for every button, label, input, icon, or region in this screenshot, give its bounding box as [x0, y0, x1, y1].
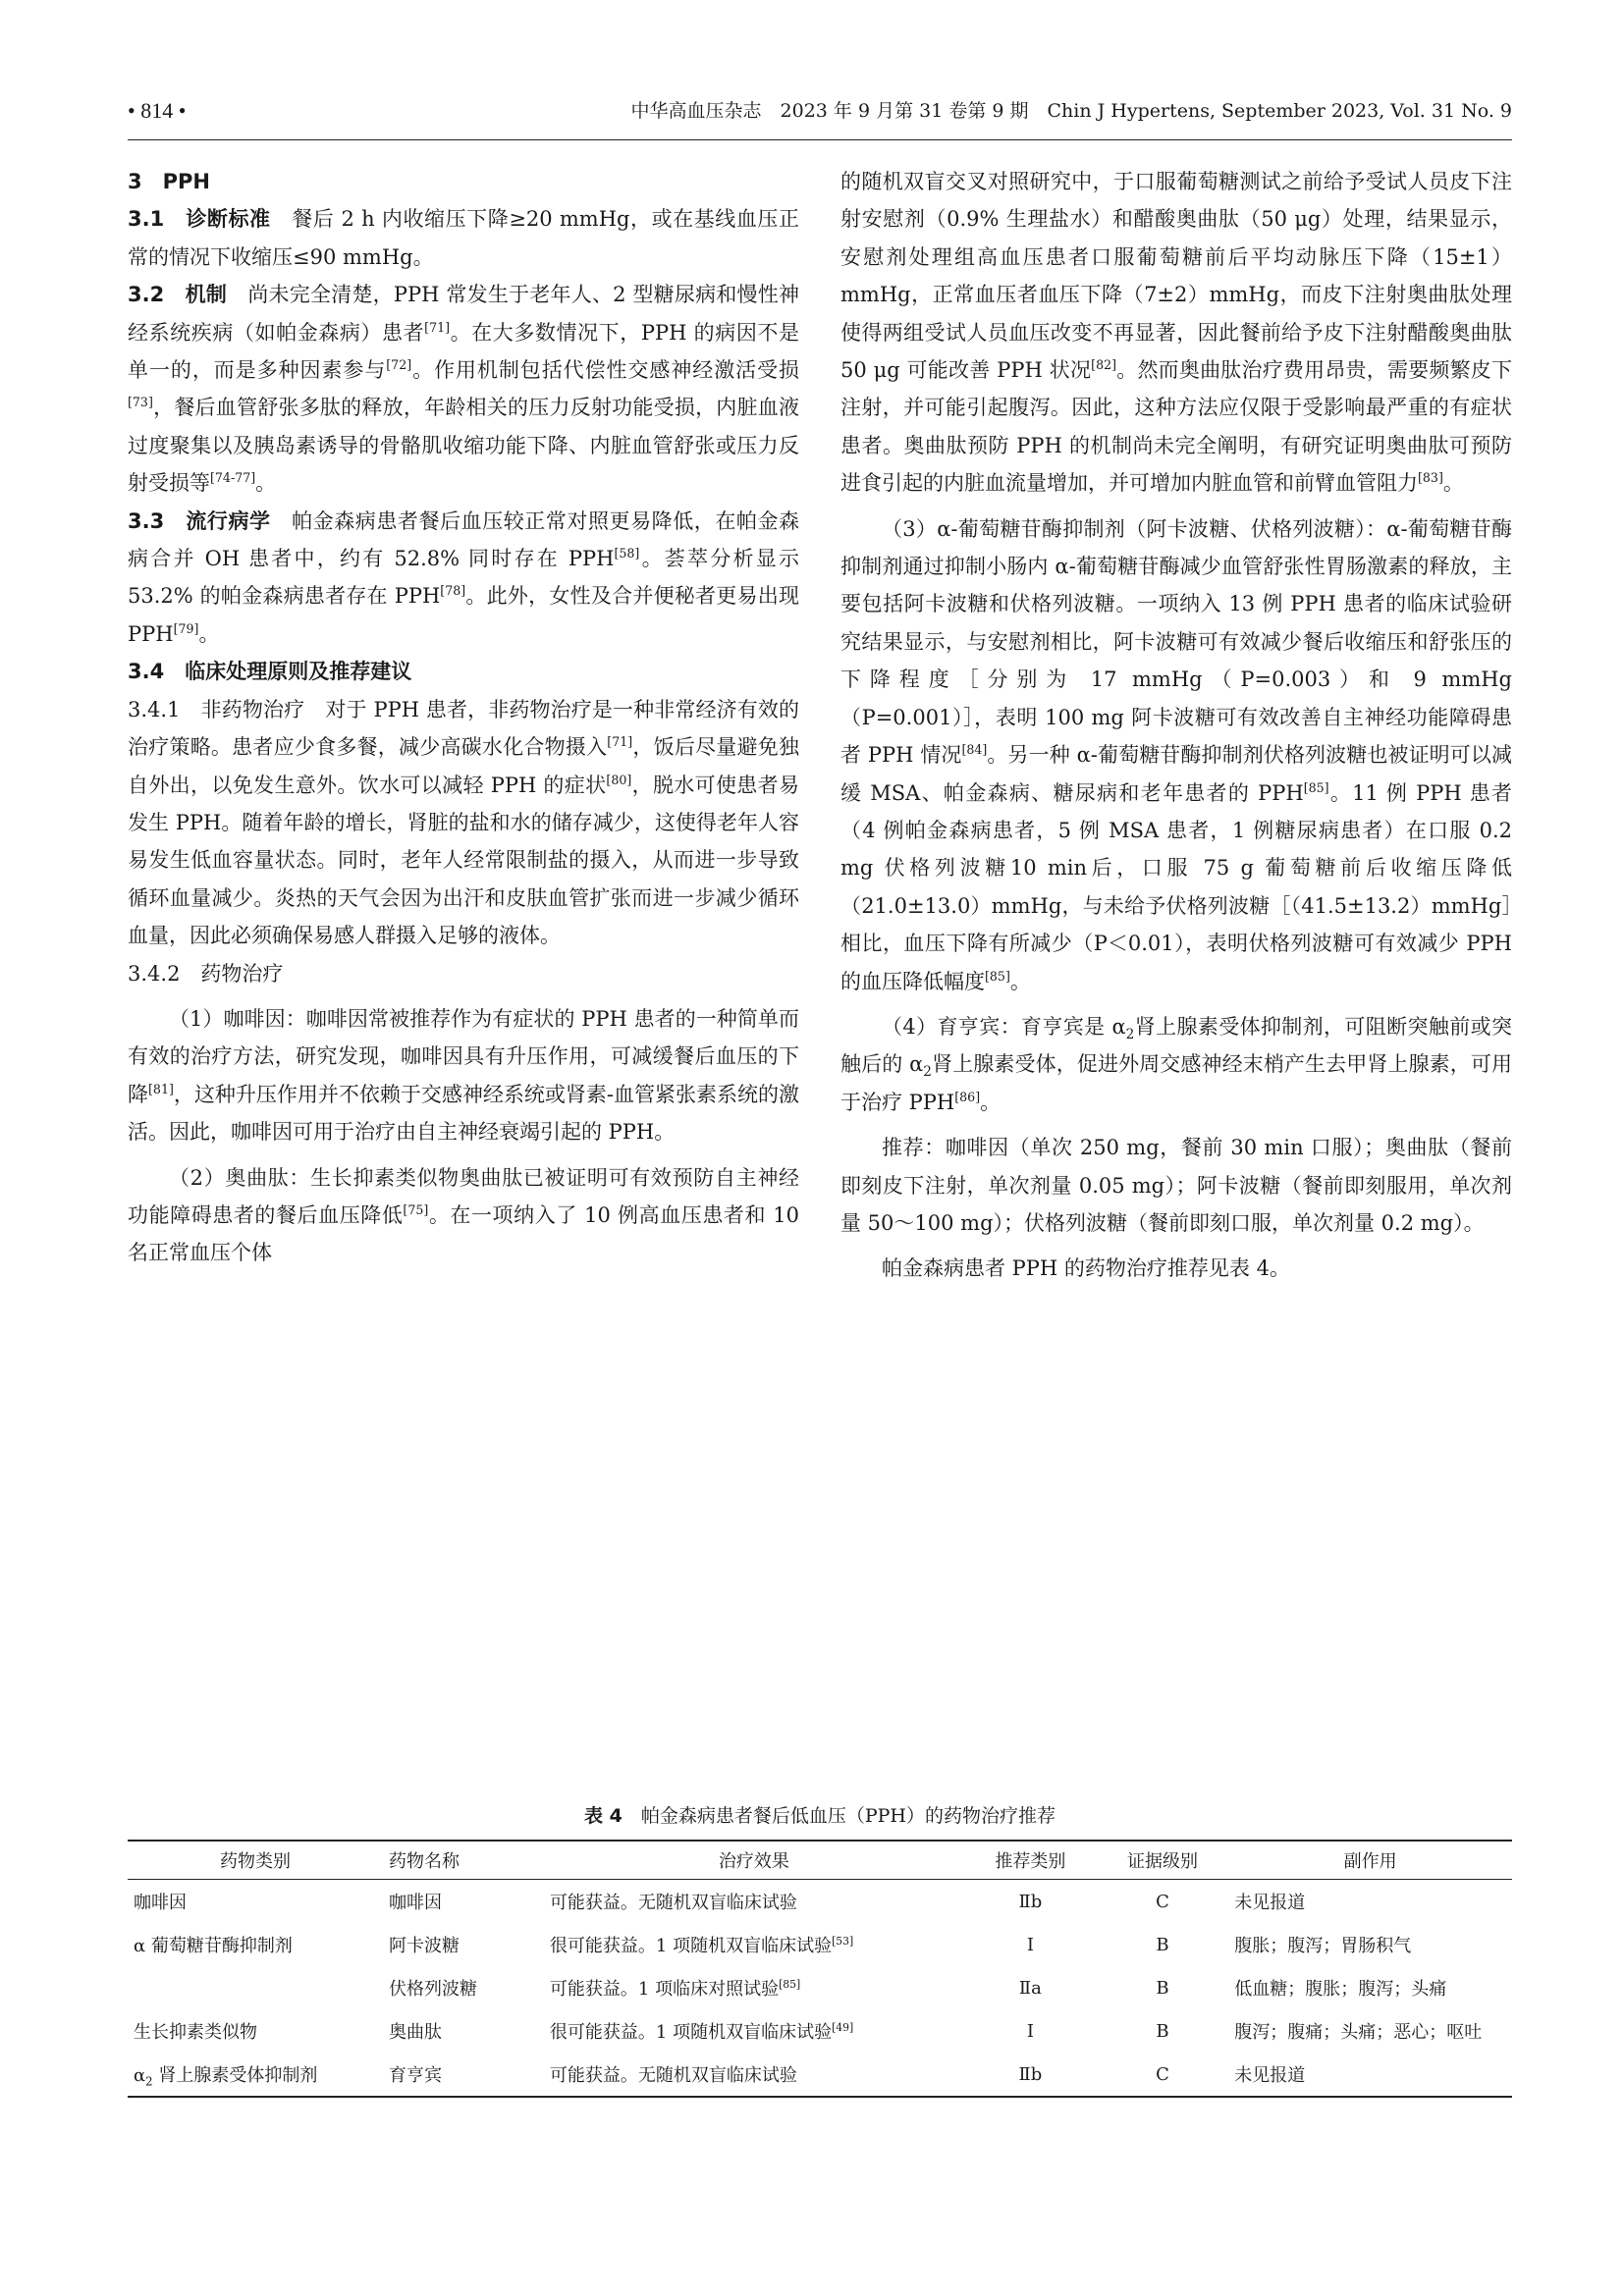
running-header [128, 94, 1512, 128]
table-row [128, 1966, 1512, 2009]
cell-drug: 育亨宾 [383, 2053, 544, 2097]
section-3-1: 3.1 诊断标准 餐后 2 h 内收缩压下降≥20 mmHg，或在基线血压正常的情况下收缩压≤90 mmHg。 [128, 207, 799, 269]
cell-side-effects: 腹泻；腹痛；头痛；恶心；呕吐 [1234, 2022, 1483, 2043]
cell-recommendation: Ⅱb [1018, 1891, 1043, 1912]
citation: [86] [954, 1089, 981, 1104]
cell-side-effects: 未见报道 [1234, 1893, 1306, 1913]
cell-category: 生长抑素类似物 [134, 2022, 257, 2043]
citation: [71] [424, 319, 451, 335]
page-number: • 814 • [128, 98, 187, 123]
section-3-4-1-title: 3.4.1 非药物治疗 [128, 697, 305, 721]
table-label: 表 4 [584, 1805, 623, 1827]
table-row [128, 1880, 1512, 1924]
cell-drug: 伏格列波糖 [389, 1979, 478, 2000]
cell-side-effects: 未见报道 [1228, 2053, 1512, 2097]
octreotide-continued: 的随机双盲交叉对照研究中，于口服葡萄糖测试之前给予受试人员皮下注射安慰剂（0.9% 生理盐水）和醋酸奥曲肽（50 μg）处理，结果显示，安慰剂处理组高血压患者口服葡萄糖前后平均动脉压下降（15±1）mmHg，正常血压者血压下降（7±2）mmHg，而皮下注射奥曲肽处理使得两组受试人员血压改变不再显著，因此餐前给予皮下注射醋酸奥曲肽 50 μg 可能改善 PPH 状况[82]。然而奥曲肽治疗费用昂贵，需要频繁皮下注射，并可能引起腹泻。因此，这种方法应仅限于受影响最严重的有症状患者。奥曲肽预防 PPH 的机制尚未完全阐明，有研究证明奥曲肽可预防进食引起的内脏血流量增加，并可增加内脏血管和前臂血管阻力[83]。 [840, 170, 1512, 496]
citation: [83] [1418, 470, 1443, 486]
table-row [128, 2053, 1512, 2097]
citation: [82] [1091, 357, 1117, 373]
table-reference-paragraph: 帕金森病患者 PPH 的药物治疗推荐见表 4。 [882, 1256, 1290, 1281]
cell-recommendation: Ⅰ [1026, 2020, 1034, 2042]
journal-info: 中华高血压杂志 2023 年 9 月第 31 卷第 9 期 Chin J Hypertens, September 2023, Vol. 31 No. 9 [630, 100, 1512, 122]
section-3-4-1: 3.4.1 非药物治疗 对于 PPH 患者，非药物治疗是一种非常经济有效的治疗策略。患者应少食多餐，减少高碳水化合物摄入[71]，饭后尽量避免独自外出，以免发生意外。饮水可以减轻 PPH 的症状[80]，脱水可使患者易发生 PPH。随着年龄的增长，肾脏的盐和水的储存减少，这使得老年人容易发生低血容量状态。同时，老年人经常限制盐的摄入，从而进一步导致循环血量减少。炎热的天气会因为出汗和皮肤血管扩张而进一步减少循环血量，因此必须确保易感人群摄入足够的液体。 [128, 697, 799, 948]
citation: [81] [148, 1081, 174, 1096]
cell-drug: 咖啡因 [389, 1893, 443, 1913]
cell-side-effects: 腹胀；腹泻；胃肠积气 [1234, 1936, 1412, 1956]
section-3-4-title: 3.4 临床处理原则及推荐建议 [128, 660, 412, 684]
citation: [80] [606, 772, 632, 787]
header-evidence: 证据级别 [1097, 1841, 1228, 1880]
octreotide-paragraph: （2）奥曲肽：生长抑素类似物奥曲肽已被证明可有效预防自主神经功能障碍患者的餐后血压降低[75]。在一项纳入了 10 例高血压患者和 10 名正常血压个体 [128, 1165, 800, 1265]
cell-recommendation: Ⅱa [1018, 1977, 1042, 1999]
table-row [128, 1923, 1512, 1966]
header-side-effects: 副作用 [1228, 1841, 1512, 1880]
cell-evidence: B [1156, 2020, 1169, 2042]
section-3-2: 3.2 机制 尚未完全清楚，PPH 常发生于老年人、2 型糖尿病和慢性神经系统疾病（如帕金森病）患者[71]。在大多数情况下，PPH 的病因不是单一的，而是多种因素参与[72]。作用机制包括代偿性交感神经激活受损[73]，餐后血管舒张多肽的释放，年龄相关的压力反射功能受损，内脏血液过度聚集以及胰岛素诱导的骨骼肌收缩功能下降、内脏血管舒张或压力反射受损等[74-77]。 [128, 283, 800, 496]
cell-effect: 很可能获益。1 项随机双盲临床试验[53] [549, 1935, 854, 1956]
header-effect: 治疗效果 [544, 1841, 964, 1880]
citation: [84] [961, 742, 988, 758]
drug-recommendation-table [128, 1840, 1512, 2098]
left-column [128, 163, 799, 1272]
cell-category: 咖啡因 [134, 1893, 187, 1913]
citation: [74-77] [210, 470, 256, 486]
header-rule [128, 139, 1512, 140]
table-header-row [128, 1841, 1512, 1880]
cell-recommendation: Ⅰ [1026, 1934, 1034, 1955]
cell-evidence: B [1156, 1934, 1169, 1955]
citation: [79] [173, 620, 199, 636]
recommendation-paragraph: 推荐：咖啡因（单次 250 mg，餐前 30 min 口服）；奥曲肽（餐前即刻皮下注射，单次剂量 0.05 mg）；阿卡波糖（餐前即刻服用，单次剂量 50～100 mg）；伏格列波糖（餐前即刻口服，单次剂量 0.2 mg）。 [840, 1136, 1512, 1235]
cell-category [128, 1966, 383, 2009]
citation: [85] [1303, 779, 1329, 795]
cell-effect: 可能获益。无随机双盲临床试验 [544, 2053, 964, 2097]
citation: [71] [607, 734, 633, 750]
citation: [85] [985, 968, 1010, 984]
cell-category: α 葡萄糖苷酶抑制剂 [134, 1936, 293, 1956]
section-heading: 3 PPH [128, 170, 210, 193]
citation: [78] [440, 583, 466, 599]
table-4 [128, 1840, 1512, 2098]
cell-recommendation: Ⅱb [964, 2053, 1097, 2097]
cell-evidence: C [1156, 1891, 1169, 1912]
header-category: 药物类别 [128, 1841, 383, 1880]
citation: [75] [403, 1201, 429, 1217]
header-drug: 药物名称 [383, 1841, 544, 1880]
section-3-4-2-title: 3.4.2 药物治疗 [128, 961, 284, 986]
table-caption: 表 4 帕金森病患者餐后低血压（PPH）的药物治疗推荐 [584, 1805, 1056, 1827]
cell-effect: 可能获益。1 项临床对照试验[85] [549, 1978, 801, 2000]
yohimbine-paragraph: （4）育亨宾：育亨宾是 $\alpha_2$肾上腺素受体抑制剂，可阻断突触前或突触后的 $\alpha_2$肾上腺素受体，促进外周交感神经末梢产生去甲肾上腺素，可用于治疗 PPH[86]。 [840, 1014, 1513, 1114]
section-3-3: 3.3 流行病学 帕金森病患者餐后血压较正常对照更易降低，在帕金森病合并 OH 患者中，约有 52.8% 同时存在 PPH[58]。荟萃分析显示 53.2% 的帕金森病患者存在 PPH[78]。此外，女性及合并便秘者更易出现 PPH[79]。 [128, 508, 800, 646]
caffeine-paragraph: （1）咖啡因：咖啡因常被推荐作为有症状的 PPH 患者的一种简单而有效的治疗方法，研究发现，咖啡因具有升压作用，可减缓餐后血压的下降[81]，这种升压作用并不依赖于交感神经系统或肾素-血管紧张素系统的激活。因此，咖啡因可用于治疗由自主神经衰竭引起的 PPH。 [128, 1006, 800, 1145]
citation: [72] [386, 357, 412, 373]
alpha-glucosidase-paragraph: （3）α-葡萄糖苷酶抑制剂（阿卡波糖、伏格列波糖）：α-葡萄糖苷酶抑制剂通过抑制小肠内 α-葡萄糖苷酶减少血管舒张性胃肠激素的释放，主要包括阿卡波糖和伏格列波糖。一项纳入 13 例 PPH 患者的临床试验研究结果显示，与安慰剂相比，阿卡波糖可有效减少餐后收缩压和舒张压的下降程度［分别为 17 mmHg（P=0.003）和 9 mmHg（P=0.001）］，表明 100 mg 阿卡波糖可有效改善自主神经功能障碍患者 PPH 情况[84]。另一种 α-葡萄糖苷酶抑制剂伏格列波糖也被证明可以减缓 MSA、帕金森病、糖尿病和老年患者的 PPH[85]。11 例 PPH 患者（4 例帕金森病患者，5 例 MSA 患者，1 例糖尿病患者）在口服 0.2 mg 伏格列波糖10 min后，口服 75 g 葡萄糖前后收缩压降低（21.0±13.0）mmHg，与未给予伏格列波糖［（41.5±13.2）mmHg］相比，血压下降有所减少（P＜0.01），表明伏格列波糖可有效减少 PPH 的血压降低幅度[85]。 [840, 516, 1512, 993]
cell-category: $\alpha_2$ 肾上腺素受体抑制剂 [128, 2053, 383, 2097]
citation: [73] [128, 395, 153, 410]
section-3-2-title: 3.2 机制 [128, 283, 228, 307]
cell-side-effects: 低血糖；腹胀；腹泻；头痛 [1234, 1979, 1447, 2000]
cell-evidence: B [1156, 1977, 1169, 1999]
cell-evidence: C [1097, 2053, 1228, 2097]
cell-drug: 奥曲肽 [389, 2022, 443, 2043]
table-row [128, 2009, 1512, 2053]
cell-effect: 很可能获益。1 项随机双盲临床试验[49] [549, 2021, 854, 2043]
section-3-1-title: 3.1 诊断标准 [128, 207, 271, 232]
section-3-3-title: 3.3 流行病学 [128, 508, 271, 533]
right-column [840, 163, 1512, 1288]
cell-drug: 阿卡波糖 [389, 1936, 460, 1956]
citation: [58] [614, 546, 640, 561]
header-recommendation: 推荐类别 [964, 1841, 1097, 1880]
cell-effect: 可能获益。无随机双盲临床试验 [549, 1893, 797, 1913]
